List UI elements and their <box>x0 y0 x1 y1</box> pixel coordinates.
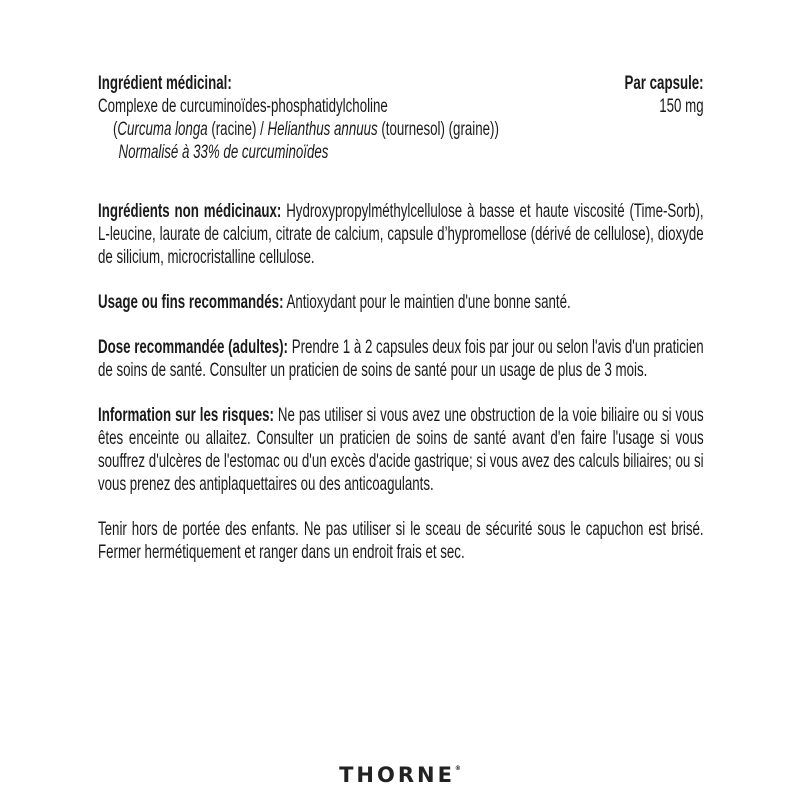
brand-name: THORNE <box>339 763 455 787</box>
usage-heading: Usage ou fins recommandés: <box>98 291 284 313</box>
ingredient-row <box>98 95 704 118</box>
ingredient-name: Complexe de curcuminoïdes-phosphatidylcholine <box>98 95 388 117</box>
label-content <box>98 72 704 564</box>
thorne-logo <box>0 763 800 787</box>
risks-heading: Information sur les risques: <box>98 404 274 426</box>
usage-section <box>98 291 704 314</box>
non-medicinal-text: Hydroxypropylméthylcellulose à basse et haute viscosité (Time-Sorb), L-leucine, laurate de calcium, citrate de calcium, capsule d’hypromellose (dérivé de cellulose), dioxyde de silicium, microcristalline cellulose. <box>98 200 704 268</box>
non-medicinal-section <box>98 200 704 269</box>
medicinal-header-row <box>98 72 704 95</box>
standardization: Normalisé à 33% de curcuminoïdes <box>118 141 329 163</box>
dose-heading: Dose recommandée (adultes): <box>98 336 288 358</box>
source-species-2: Helianthus annuus <box>267 118 378 140</box>
ingredient-source <box>98 118 704 141</box>
per-capsule-label: Par capsule: <box>624 72 704 94</box>
risks-section <box>98 404 704 496</box>
ingredient-amount: 150 mg <box>659 95 704 117</box>
source-part-1: (racine) / <box>207 118 268 140</box>
non-medicinal-heading: Ingrédients non médicinaux: <box>98 200 282 222</box>
dose-text: Prendre 1 à 2 capsules deux fois par jour ou selon l'avis d'un praticien de soins de santé. Consulter un praticien de soins de santé pour un usage de plus de 3 mois. <box>98 336 704 381</box>
registered-mark: ® <box>454 765 461 772</box>
warning-text: Tenir hors de portée des enfants. Ne pas utiliser si le sceau de sécurité sous le capuchon est brisé. Fermer hermétiquement et ranger dans un endroit frais et sec. <box>98 518 704 563</box>
usage-text: Antioxydant pour le maintien d'une bonne santé. <box>283 291 571 313</box>
dose-section <box>98 336 704 382</box>
warning-section <box>98 518 704 564</box>
source-part-2: (tournesol) (graine)) <box>377 118 499 140</box>
source-species-1: Curcuma longa <box>117 118 208 140</box>
medicinal-heading: Ingrédient médicinal: <box>98 72 232 94</box>
source-open: ( <box>113 118 118 140</box>
risks-text: Ne pas utiliser si vous avez une obstruction de la voie biliaire ou si vous êtes enceinte ou allaitez. Consulter un praticien de soins de santé avant d'en faire l'usage si vous souffrez d'ulcères de l'estomac ou d'un excès d'acide gastrique; si vous avez des calculs biliaires; ou si vous prenez des antiplaquettaires ou des anticoagulants. <box>98 404 704 495</box>
